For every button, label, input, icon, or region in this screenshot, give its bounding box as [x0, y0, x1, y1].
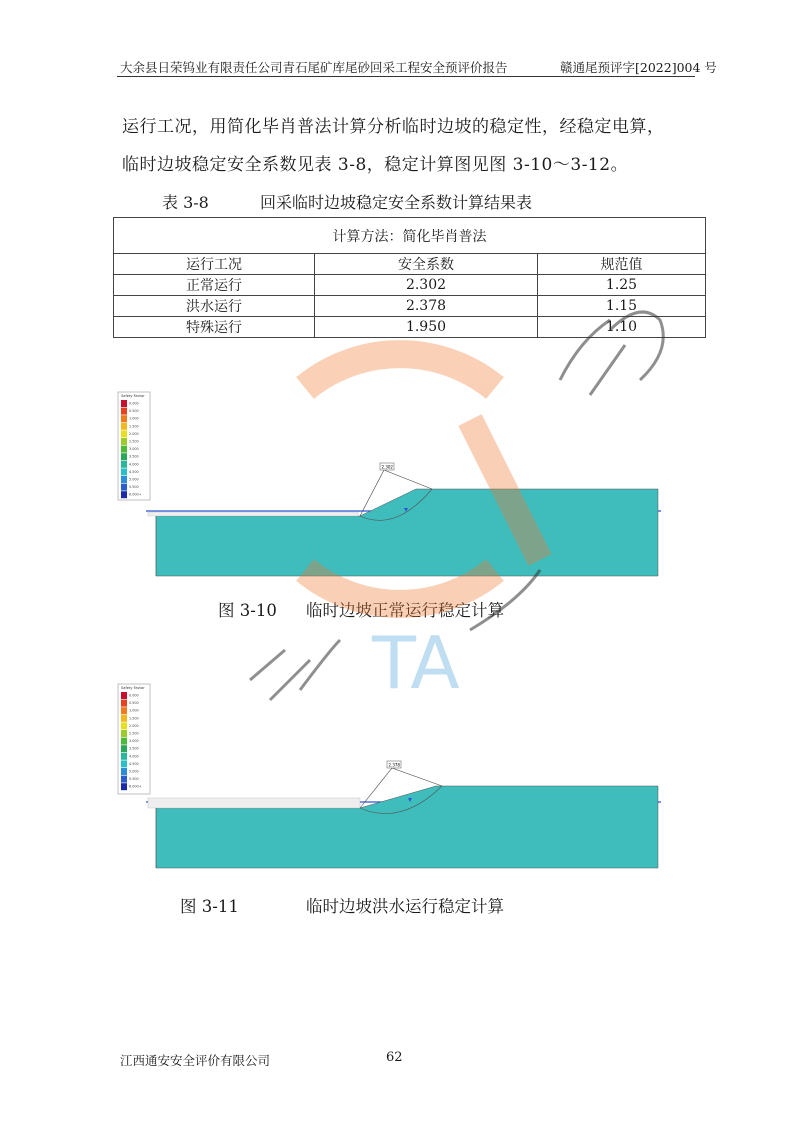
- legend-value: 4.000: [129, 462, 139, 467]
- legend-swatch: [121, 400, 127, 407]
- legend-swatch: [121, 768, 127, 775]
- legend-value: 2.000: [129, 431, 139, 436]
- table-caption-title: 回采临时边坡稳定安全系数计算结果表: [260, 193, 533, 212]
- figure-flood-operation: [116, 682, 666, 872]
- figure-caption-number: 图 3-10: [218, 601, 277, 620]
- legend-value: 6.000+: [129, 784, 142, 789]
- footer-company: 江西通安安全评价有限公司: [120, 1053, 271, 1068]
- table-caption-number: 表 3-8: [162, 193, 209, 212]
- table-row: [114, 317, 706, 338]
- legend-swatch: [121, 484, 127, 491]
- legend-swatch: [121, 438, 127, 445]
- legend-swatch: [121, 446, 127, 453]
- table-row: [114, 296, 706, 317]
- legend-swatch: [121, 776, 127, 783]
- legend-swatch: [121, 430, 127, 437]
- table-cell: 1.950: [315, 317, 538, 338]
- legend-value: 2.500: [129, 439, 139, 444]
- safety-factor-table: [113, 217, 706, 338]
- figure-caption: [180, 893, 504, 917]
- legend-value: 5.500: [129, 485, 139, 490]
- table-cell: 洪水运行: [114, 296, 315, 317]
- watermark-text: TA: [372, 621, 460, 705]
- legend-value: 0.500: [129, 701, 139, 706]
- legend-value: 1.500: [129, 716, 139, 721]
- legend-value: 3.500: [129, 454, 139, 459]
- legend-value: 3.500: [129, 746, 139, 751]
- legend-value: 2.500: [129, 731, 139, 736]
- header-report-number: 赣通尾预评字[2022]004 号: [560, 60, 717, 75]
- legend-swatch: [121, 730, 127, 737]
- legend-value: 3.000: [129, 447, 139, 452]
- legend-swatch: [121, 753, 127, 760]
- table-caption: [162, 190, 532, 213]
- body-paragraph-line-2: 临时边坡稳定安全系数见表 3-8，稳定计算图见图 3-10～3-12。: [122, 155, 629, 175]
- safety-factor-legend: [118, 392, 150, 500]
- table-cell: 2.302: [315, 275, 538, 296]
- header-divider: [117, 76, 695, 77]
- legend-value: 4.500: [129, 469, 139, 474]
- legend-swatch: [121, 715, 127, 722]
- legend-value: 1.000: [129, 708, 139, 713]
- legend-value: 1.500: [129, 424, 139, 429]
- legend-swatch: [121, 461, 127, 468]
- table-header-cell: 安全系数: [315, 254, 538, 275]
- table-header-cell: 规范值: [538, 254, 706, 275]
- legend-value: 5.500: [129, 777, 139, 782]
- legend-value: 4.500: [129, 761, 139, 766]
- figure-caption-title: 临时边坡洪水运行稳定计算: [306, 897, 504, 916]
- legend-swatch: [121, 707, 127, 714]
- legend-swatch: [121, 453, 127, 460]
- legend-title: Safety Factor: [121, 394, 145, 398]
- table-cell: 特殊运行: [114, 317, 315, 338]
- page-number: 62: [386, 1050, 403, 1065]
- legend-swatch: [121, 408, 127, 415]
- legend-swatch: [121, 415, 127, 422]
- table-cell: 1.15: [538, 296, 706, 317]
- legend-swatch: [121, 745, 127, 752]
- header-report-title: 大余县日荣钨业有限责任公司青石尾矿库尾砂回采工程安全预评价报告: [120, 60, 508, 75]
- slip-safety-label: 2.378: [388, 762, 400, 768]
- legend-value: 0.500: [129, 409, 139, 414]
- legend-title: Safety Factor: [121, 686, 145, 690]
- legend-swatch: [121, 722, 127, 729]
- legend-swatch: [121, 760, 127, 767]
- legend-swatch: [121, 423, 127, 430]
- figure-caption-title: 临时边坡正常运行稳定计算: [306, 601, 504, 620]
- legend-value: 5.000: [129, 477, 139, 482]
- table-method-cell: 计算方法：简化毕肖普法: [114, 218, 706, 254]
- legend-value: 4.000: [129, 754, 139, 759]
- table-cell: 正常运行: [114, 275, 315, 296]
- figure-caption: [218, 597, 504, 621]
- legend-swatch: [121, 476, 127, 483]
- legend-value: 2.000: [129, 723, 139, 728]
- legend-value: 1.000: [129, 416, 139, 421]
- figure-normal-operation: [116, 390, 666, 580]
- body-paragraph-line-1: 运行工况，用简化毕肖普法计算分析临时边坡的稳定性，经稳定电算，: [122, 117, 665, 137]
- table-cell: 2.378: [315, 296, 538, 317]
- legend-value: 0.000: [129, 693, 139, 698]
- legend-value: 6.000+: [129, 492, 142, 497]
- safety-factor-legend: [118, 684, 150, 794]
- legend-value: 0.000: [129, 401, 139, 406]
- legend-swatch: [121, 468, 127, 475]
- legend-value: 3.000: [129, 739, 139, 744]
- legend-swatch: [121, 692, 127, 699]
- legend-swatch: [121, 700, 127, 707]
- table-cell: 1.10: [538, 317, 706, 338]
- table-cell: 1.25: [538, 275, 706, 296]
- table-row: [114, 275, 706, 296]
- slope-cross-section: [156, 489, 658, 576]
- table-header-cell: 运行工况: [114, 254, 315, 275]
- legend-value: 5.000: [129, 769, 139, 774]
- slip-safety-label: 2.302: [381, 464, 393, 470]
- legend-swatch: [121, 783, 127, 790]
- legend-swatch: [121, 491, 127, 498]
- legend-swatch: [121, 738, 127, 745]
- figure-caption-number: 图 3-11: [180, 897, 239, 916]
